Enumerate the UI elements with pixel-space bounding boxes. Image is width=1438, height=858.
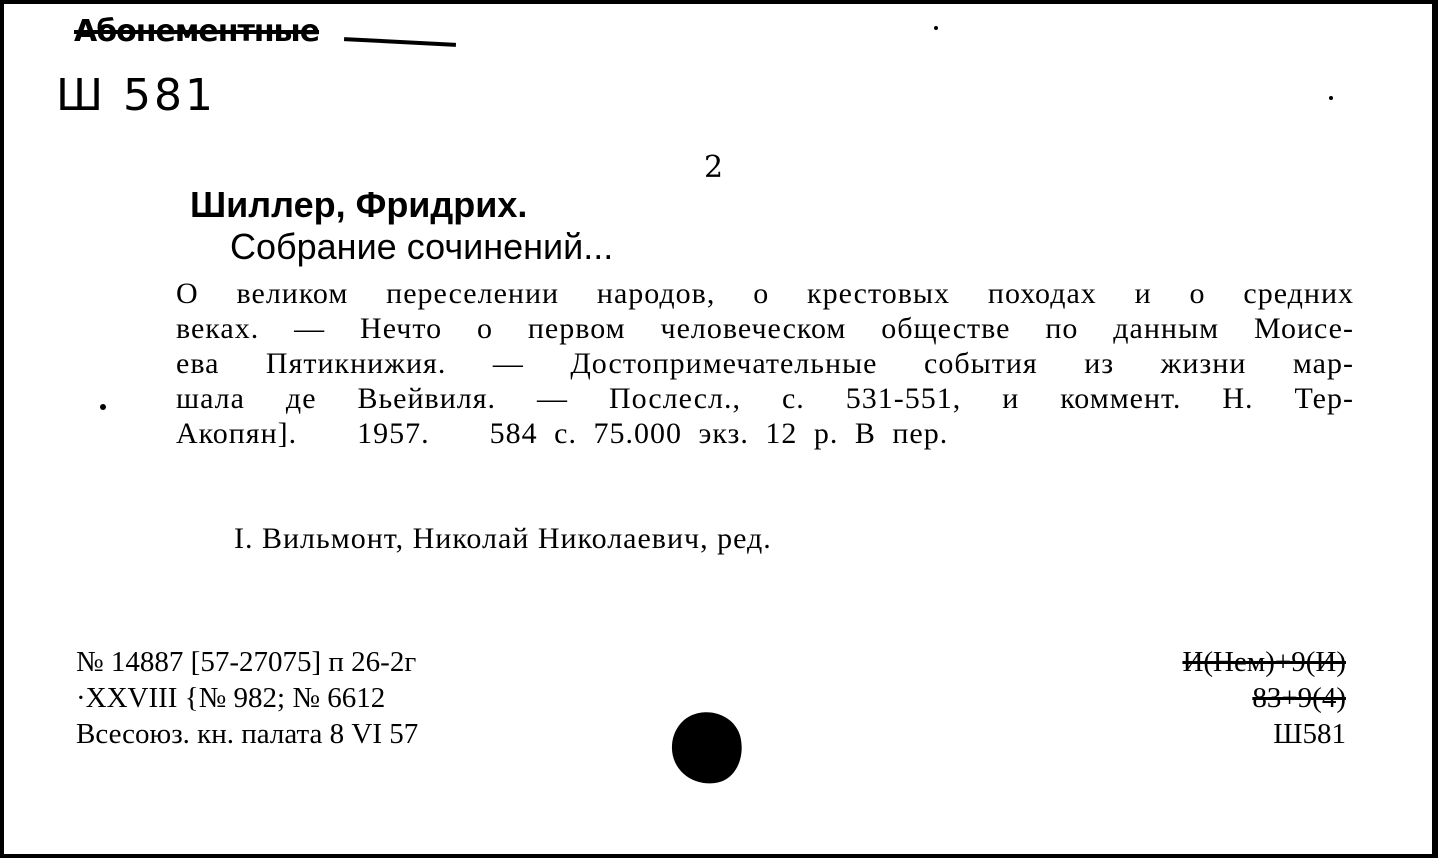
registry-line-3: Всесоюз. кн. палата 8 VI 57: [76, 718, 419, 750]
author-heading: Шиллер, Фридрих.: [190, 184, 528, 225]
shelfmark: Ш 581: [56, 70, 217, 121]
editor-entry: I. Вильмонт, Николай Николаевич, ред.: [234, 522, 772, 555]
imprint-line: [176, 416, 1354, 451]
registry-line-1: № 14887 [57-27075] п 26-2г: [76, 646, 417, 678]
contents-description: [176, 276, 1354, 451]
contents-line: ева Пятикнижия. — Достопримечательные события из жизни мар-: [176, 347, 1354, 380]
speck: [934, 26, 938, 30]
classification-line-3: Ш581: [1273, 718, 1346, 750]
registry-info: [76, 644, 418, 752]
book-title: Собрание сочинений...: [230, 226, 614, 267]
speck: [1329, 96, 1333, 100]
contents-line: веках. — Нечто о первом человеческом обществе по данным Моисе-: [176, 312, 1354, 345]
catalog-card: [4, 4, 1432, 854]
classification-codes: [1182, 644, 1346, 752]
imprint-year: 1957.: [357, 417, 430, 450]
classification-line-2: 83+9(4): [1252, 682, 1346, 714]
classification-line-1: И(Нем)+9(И): [1182, 646, 1346, 678]
imprint-details: 584 с. 75.000 экз. 12 р. В пер.: [489, 417, 949, 450]
registry-line-2: ·XXVIII {№ 982; № 6612: [76, 682, 386, 714]
contents-line: О великом переселении народов, о крестовых походах и о средних: [176, 277, 1354, 310]
punch-hole: [665, 706, 748, 791]
struck-header: Абонементные: [74, 14, 320, 49]
imprint-end-of-note: Акопян].: [176, 417, 298, 450]
strike-line: [344, 37, 456, 47]
speck: [100, 404, 106, 410]
contents-line: шала де Вьейвиля. — Послесл., с. 531-551, и коммент. Н. Тер-: [176, 382, 1354, 415]
volume-number: 2: [704, 150, 724, 185]
